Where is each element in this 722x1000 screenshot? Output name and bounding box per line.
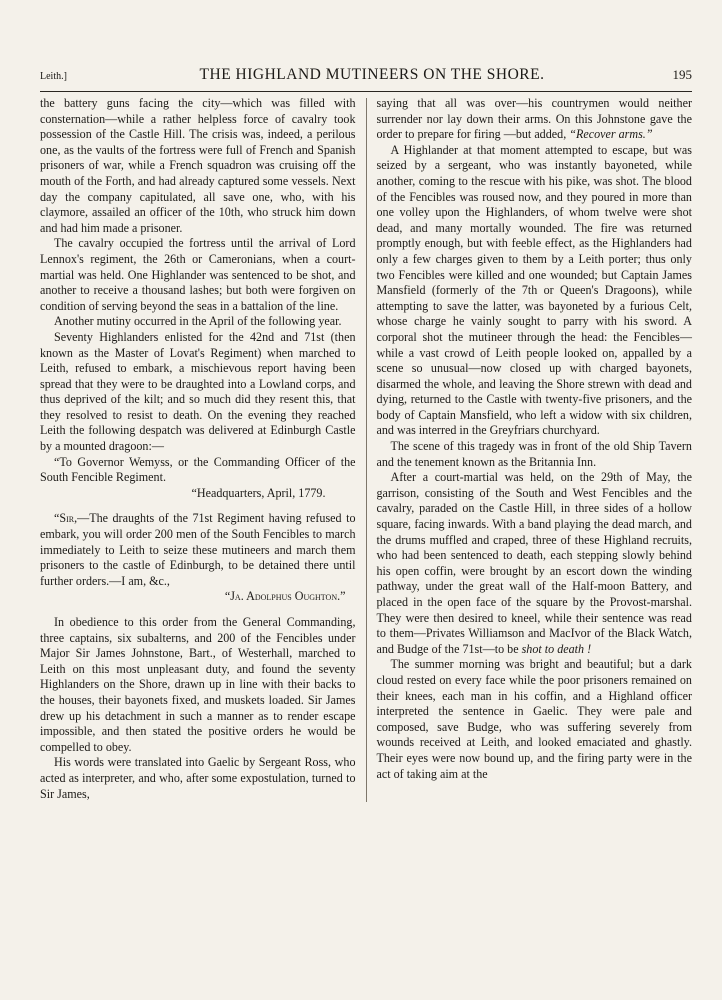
right-column: [376, 96, 692, 802]
paragraph: His words were translated into Gaelic by Sergeant Ross, who acted as interpreter, and who, after some expostulation, turned to Sir James,: [40, 755, 356, 801]
paragraph: The scene of this tragedy was in front of the old Ship Tavern and the tenement known as the Britannia Inn.: [376, 439, 692, 469]
paragraph: The cavalry occupied the fortress until the arrival of Lord Lennox's regiment, the 26th or Cameronians, when a court-martial was held. One Highlander was sentenced to be shot, and another to receive a thousand lashes; but both were forgiven on condition of serving beyond the seas in a battalion of the line.: [40, 236, 356, 313]
letter-signature: “Ja. Adolphus Oughton.”: [224, 589, 346, 604]
column-divider: [366, 98, 367, 802]
paragraph: In obedience to this order from the General Commanding, three captains, six subalterns, and 200 of the Fencibles under Major Sir James Johnstone, Bart., of Westerhall, marched to Leith on this most unpleasant duty, and found the seventy Highlanders on the Shore, drawn up in line with their backs to the houses, their bayonets fixed, and muskets loaded. Sir James drew up his detachment in such a manner as to render escape impossible, and then stated the positive orders he would be compelled to obey.: [40, 615, 356, 754]
header-rule: [40, 91, 692, 92]
paragraph: Seventy Highlanders enlisted for the 42nd and 71st (then known as the Master of Lovat's Regiment) when marched to Leith, refused to embark, a mischievous report having been spread that they were to be draughted into a Lowland corps, and thus deprived of the kilt; and so much did they resent this, that they resolved to resist to death. On the evening they reached Leith the following despatch was delivered at Edinburgh Castle by a mounted dragoon:—: [40, 329, 356, 454]
letter-body-text: —The draughts of the 71st Regiment having refused to embark, you will order 200 men of the South Fencibles to march immediately to Leith to seize these mutineers and march them prisoners to the castle of Edinburgh, to be detained there until further orders.—I am, &c.,: [40, 511, 356, 588]
running-header: [40, 66, 692, 90]
paragraph: [376, 96, 692, 143]
paragraph-text: After a court-martial was held, on the 29th of May, the garrison, consisting of the South and West Fencibles and the cavalry, paraded on the Castle Hill, in three sides of a hollow square, facing inwards. With a band playing the dead march, and the drums muffled and craped, three of these Highland recruits, who had been sentenced to death, each stepping slowly behind his open coffin, were brought by an escort down the winding pathway, under the great wall of the Half-moon Battery, and placed in the open face of the square by the Provost-marshal. They were then desired to kneel, while their sentence was read to them—Privates Williamson and MacIvor of the Black Watch, and Budge of the 71st—to be: [376, 470, 692, 656]
book-page: [36, 28, 692, 988]
header-section-label: Leith.]: [40, 71, 67, 82]
text-columns: [40, 96, 692, 802]
paragraph-text: saying that all was over—his countrymen would neither surrender nor lay down their arms. On this Johnstone gave the order to prepare for firing —but added,: [376, 96, 692, 142]
header-title: THE HIGHLAND MUTINEERS ON THE SHORE.: [199, 66, 545, 83]
left-column: [40, 96, 356, 802]
italic-phrase: shot to death !: [521, 641, 592, 656]
letter-salutation: “Sir,: [54, 511, 78, 526]
paragraph: [376, 470, 692, 657]
letter-dateline: “Headquarters, April, 1779.: [191, 485, 326, 500]
paragraph: A Highlander at that moment attempted to escape, but was seized by a sergeant, who was instantly bayoneted, while another, coming to the rescue with his pike, was shot. The blood of the Fencibles was roused now, and they poured in more than one volley upon the Highlanders, of whom twelve were shot dead, and many mortally wounded. The fire was returned promptly enough, but with feeble effect, as the Highlanders had only a few charges given to them by a Leith porter; thus only two Fencibles were killed and one wounded; but Captain James Mansfield (formerly of the 7th or Queen's Dragoons), while attempting to save the latter, was bayoneted by a furious Celt, whose charge he vainly sought to parry with his sword. A corporal shot the mutineer through the head: the Fencibles—while a vast crowd of Leith people looked on, appalled by a scene so unusual—now closed up with charged bayonets, disarmed the whole, and leaving the Shore strewn with dead and dying, returned to the Castle with twenty-five prisoners, and the body of Captain Mansfield, who left a widow with six children, and was interred in the Greyfriars churchyard.: [376, 142, 692, 438]
italic-phrase: “Recover arms.”: [569, 127, 653, 142]
paragraph: The summer morning was bright and beautiful; but a dark cloud rested on every face while the poor prisoners remained on their knees, each man in his coffin, and a Highland officer interpreted the sentence in Gaelic. They were pale and composed, save Budge, who was suffering severely from wounds received at Leith, and looked emaciated and ghastly. Their eyes were now bound up, and the firing party were in the act of taking aim at the: [376, 657, 692, 781]
letter-address: “To Governor Wemyss, or the Commanding Officer of the South Fencible Regiment.: [40, 454, 356, 485]
paragraph: the battery guns facing the city—which was filled with consternation—while a rather helpless force of cavalry took possession of the Castle Hill. The crisis was, indeed, a perilous one, as the vaults of the fortress were full of French and Spanish prisoners of war, while a French squadron was cruising off the mouth of the Forth, and had already captured some vessels. Next day the company capitulated, all save one, who, with his claymore, assailed an officer of the 10th, who struck him down and had him made a prisoner.: [40, 96, 356, 235]
page-number: 195: [672, 67, 692, 82]
paragraph: Another mutiny occurred in the April of the following year.: [54, 314, 342, 329]
letter-body: [40, 511, 356, 589]
